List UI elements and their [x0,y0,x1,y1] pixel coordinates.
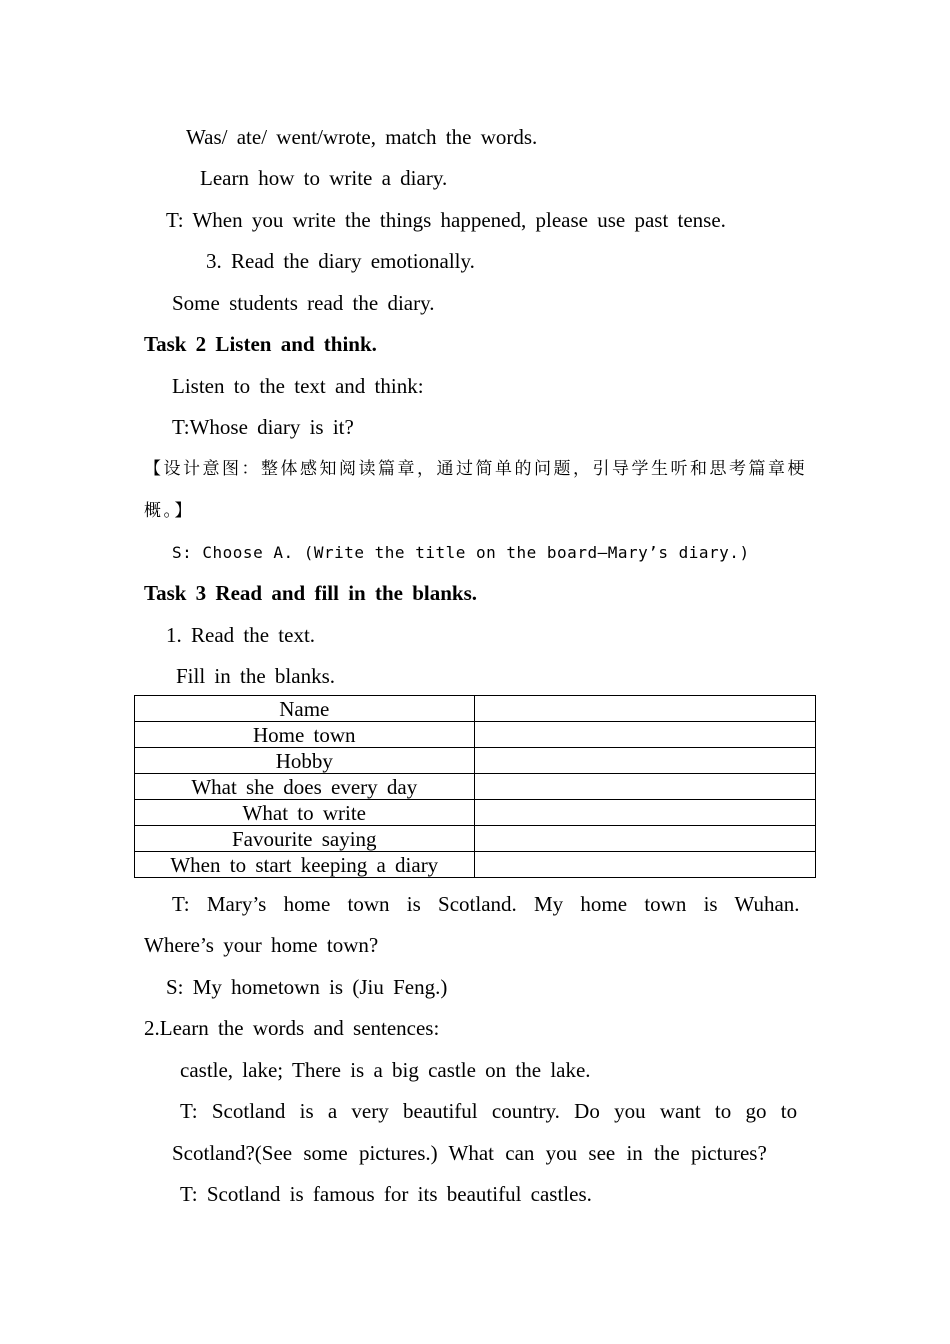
blank-cell [474,696,815,722]
design-intent-note-end: 概。】 [144,501,194,521]
text-line: 2.Learn the words and sentences: [144,1016,440,1040]
text-line: Listen to the text and think: [172,374,424,398]
table-row [135,748,816,774]
task-2-heading: Task 2 Listen and think. [144,332,377,356]
table-row [135,696,816,722]
row-label: Favourite saying [135,826,475,852]
table-row [135,722,816,748]
blank-cell [474,722,815,748]
text-line: T:Whose diary is it? [172,415,354,439]
row-label: Hobby [135,748,475,774]
blank-cell [474,748,815,774]
table-row [135,800,816,826]
row-label: What to write [135,800,475,826]
text-line: Where’s your home town? [144,933,379,957]
text-line: S: My hometown is (Jiu Feng.) [166,975,448,999]
text-line: T: Scotland is a very beautiful country. Do you want to go to [180,1099,798,1123]
text-line: castle, lake; There is a big castle on the lake. [180,1058,591,1082]
row-label: Name [135,696,475,722]
text-line: Was/ ate/ went/wrote, match the words. [186,125,538,149]
text-line: 1. Read the text. [166,623,316,647]
row-label: Home town [135,722,475,748]
text-line: Learn how to write a diary. [200,166,448,190]
text-line: T: Scotland is famous for its beautiful castles. [180,1182,592,1206]
text-line: Fill in the blanks. [176,664,335,688]
text-line: T: Mary’s home town is Scotland. My home town is Wuhan. [172,892,800,916]
design-intent-note: 【设计意图：整体感知阅读篇章，通过简单的问题，引导学生听和思考篇章梗 [144,459,807,479]
table-row [135,774,816,800]
table-row [135,826,816,852]
row-label: When to start keeping a diary [135,852,475,878]
blank-cell [474,800,815,826]
blank-cell [474,826,815,852]
task-3-heading: Task 3 Read and fill in the blanks. [144,581,478,605]
fill-in-table [134,695,816,878]
table-row [135,852,816,878]
blank-cell [474,774,815,800]
text-line: T: When you write the things happened, please use past tense. [166,208,726,232]
student-answer-line: S: Choose A. (Write the title on the board—Mary’s diary.) [172,543,750,562]
text-line: 3. Read the diary emotionally. [206,249,475,273]
text-line: Some students read the diary. [172,291,435,315]
text-line: Scotland?(See some pictures.) What can you see in the pictures? [172,1141,767,1165]
blank-cell [474,852,815,878]
row-label: What she does every day [135,774,475,800]
